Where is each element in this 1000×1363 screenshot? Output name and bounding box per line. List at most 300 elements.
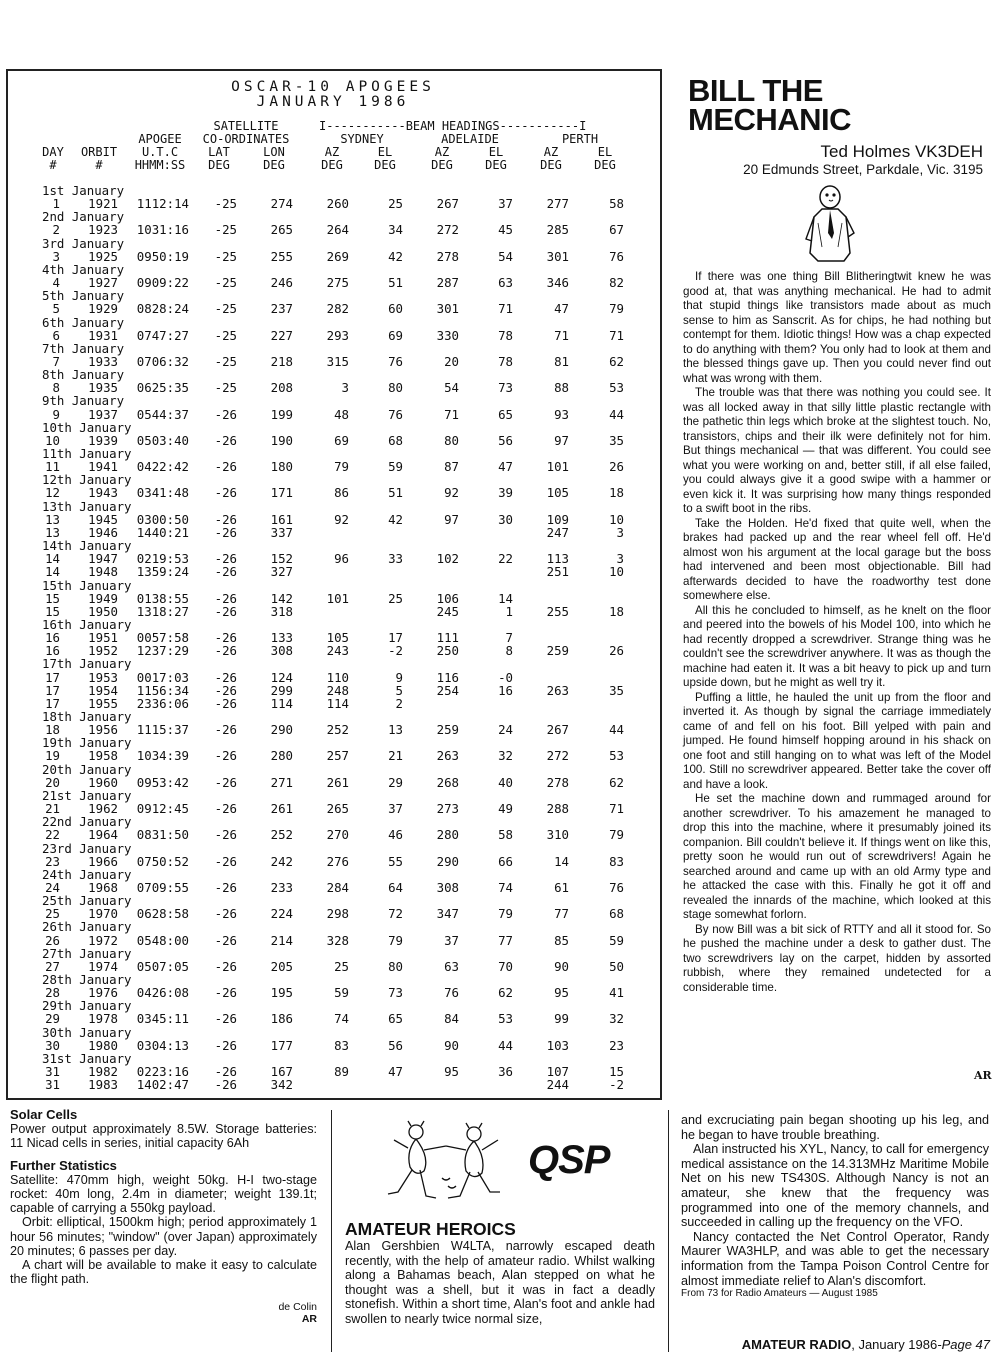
table-cell: 218 — [270, 353, 293, 369]
table-cell: 63 — [498, 275, 513, 291]
table-row — [8, 1064, 658, 1078]
table-cell: 17 — [45, 669, 60, 685]
table-cell: -25 — [214, 222, 237, 238]
table-cell: 1112:14 — [136, 196, 189, 212]
day-heading: 13th January — [42, 498, 132, 514]
table-cell: 102 — [436, 551, 459, 567]
table-cell: 103 — [546, 1037, 569, 1053]
table-cell: 25 — [388, 590, 403, 606]
table-cell: 6 — [52, 327, 60, 343]
table-cell: 116 — [436, 669, 459, 685]
table-row — [8, 1077, 658, 1091]
table-row — [8, 827, 658, 841]
table-cell: 8 — [52, 380, 60, 396]
table-cell: 1115:37 — [136, 722, 189, 738]
article-paragraph: Take the Holden. He'd fixed that quite well, when the brakes had packed up and the rear wheel fell off. He'd almost won his argument at the local garage but the boss had intervened and been most objectionable. Bill had afterwards decided to have the roadworthy test done somewhere else. — [683, 516, 991, 602]
table-row — [8, 722, 658, 736]
article-paragraph: All this he concluded to himself, as he knelt on the floor and peered into the bowels of his Model 100, into which he had recently dropped a screwdriver. Strange thing was he couldn't see the screwdriver anywhere. It was as though the machine had eaten it. It was a bit heavy to pick up and turn upside down, but he might as well try it. — [683, 603, 991, 689]
article-title: BILL THE MECHANIC — [688, 73, 852, 137]
table-cell: 252 — [270, 827, 293, 843]
table-cell: 37 — [444, 932, 459, 948]
table-cell: 0219:53 — [136, 551, 189, 567]
table-cell: 34 — [388, 222, 403, 238]
table-cell: -26 — [214, 1037, 237, 1053]
article-paragraph: The trouble was that there was nothing you could see. It was all locked away in that silly little plastic rectangle with the pathetic thin legs which broke at the slightest touch. No, transistors, chips and their ilk were definitely not for him. But things mechanical — that was different. You could see what you were working on and, better still, if all else failed, you could always give it a good swipe with a hammer or even kick it. It was surprising how many things responded to a swift boot in the ribs. — [683, 386, 991, 515]
table-cell: 1927 — [88, 275, 118, 291]
table-cell: 86 — [334, 485, 349, 501]
table-cell: 109 — [546, 511, 569, 527]
table-cell: 1955 — [88, 695, 118, 711]
table-cell: 56 — [388, 1037, 403, 1053]
table-cell: 73 — [498, 380, 513, 396]
table-row — [8, 485, 658, 499]
table-cell: 39 — [498, 485, 513, 501]
table-cell: 190 — [270, 432, 293, 448]
table-cell: 1031:16 — [136, 222, 189, 238]
table-cell: 16 — [45, 643, 60, 659]
table-cell: 44 — [609, 722, 624, 738]
table-cell: 9 — [52, 406, 60, 422]
table-cell: 1923 — [88, 222, 118, 238]
table-cell: 288 — [546, 801, 569, 817]
table-cell: 51 — [388, 275, 403, 291]
table-cell: 0909:22 — [136, 275, 189, 291]
table-cell: 243 — [326, 643, 349, 659]
table-cell: 49 — [498, 801, 513, 817]
table-row — [8, 222, 658, 236]
day-heading: 6th January — [42, 314, 125, 330]
header-adelaide-el-unit: DEG — [485, 158, 507, 172]
table-cell: 37 — [388, 801, 403, 817]
table-cell: 3 — [616, 551, 624, 567]
table-cell: 0223:16 — [136, 1064, 189, 1080]
table-cell: 45 — [498, 222, 513, 238]
table-row — [8, 301, 658, 315]
table-cell: 14 — [554, 853, 569, 869]
table-cell: 22 — [45, 827, 60, 843]
day-heading: 23rd January — [42, 840, 132, 856]
oscar-apogee-table — [6, 69, 662, 1100]
table-cell: 26 — [609, 459, 624, 475]
table-cell: 214 — [270, 932, 293, 948]
table-cell: -26 — [214, 485, 237, 501]
table-row — [8, 459, 658, 473]
solar-cells-text: Power output approximately 8.5W. Storage batteries: 11 Nicad cells in series, initial capacity 6Ah — [10, 1122, 317, 1151]
table-cell: 50 — [609, 958, 624, 974]
table-cell: 88 — [554, 380, 569, 396]
day-heading: 8th January — [42, 367, 125, 383]
table-cell: 101 — [546, 459, 569, 475]
table-cell: 71 — [498, 301, 513, 317]
table-cell: 152 — [270, 551, 293, 567]
day-heading: 19th January — [42, 735, 132, 751]
table-cell: 92 — [444, 485, 459, 501]
table-cell: 0345:11 — [136, 1011, 189, 1027]
top-bleed-strip — [0, 0, 1000, 18]
source-note: From 73 for Radio Amateurs — August 1985 — [681, 1288, 878, 1300]
table-cell: 1968 — [88, 879, 118, 895]
table-cell: 346 — [546, 275, 569, 291]
table-cell: 245 — [436, 603, 459, 619]
table-cell: -26 — [214, 511, 237, 527]
table-row — [8, 670, 658, 684]
table-cell: -26 — [214, 459, 237, 475]
table-cell: 31 — [45, 1077, 60, 1093]
table-cell: 31 — [45, 1064, 60, 1080]
table-cell: 264 — [326, 222, 349, 238]
table-cell: 72 — [388, 906, 403, 922]
table-cell: 301 — [546, 248, 569, 264]
table-cell: 1935 — [88, 380, 118, 396]
day-heading: 21st January — [42, 787, 132, 803]
table-cell: 1976 — [88, 985, 118, 1001]
table-cell: 1318:27 — [136, 603, 189, 619]
table-cell: -26 — [214, 590, 237, 606]
table-cell: 19 — [45, 748, 60, 764]
table-cell: 11 — [45, 459, 60, 475]
table-cell: 0304:13 — [136, 1037, 189, 1053]
table-row — [8, 630, 658, 644]
day-heading: 1st January — [42, 183, 125, 198]
table-cell: 28 — [45, 985, 60, 1001]
table-cell: 114 — [270, 695, 293, 711]
table-cell: 1237:29 — [136, 643, 189, 659]
table-cell: 2 — [395, 695, 403, 711]
header-sydney-el-unit: DEG — [374, 158, 396, 172]
table-cell: 199 — [270, 406, 293, 422]
table-cell: 80 — [444, 432, 459, 448]
table-cell: 13 — [45, 524, 60, 540]
table-cell: 1954 — [88, 682, 118, 698]
table-cell: 180 — [270, 459, 293, 475]
qsp-logo: QSP — [528, 1138, 610, 1182]
table-cell: 1978 — [88, 1011, 118, 1027]
table-cell: 54 — [444, 380, 459, 396]
table-cell: 244 — [546, 1077, 569, 1093]
table-cell: 268 — [436, 774, 459, 790]
table-cell: -26 — [214, 748, 237, 764]
table-cell: 44 — [609, 406, 624, 422]
table-cell: 58 — [498, 827, 513, 843]
table-cell: 259 — [546, 643, 569, 659]
table-cell: 56 — [498, 432, 513, 448]
table-cell: 233 — [270, 879, 293, 895]
table-cell: 92 — [334, 511, 349, 527]
header-sydney-az: AZ — [324, 145, 340, 159]
table-cell: 263 — [546, 682, 569, 698]
article-paragraph: Puffing a little, he hauled the unit up from the floor and inverted it. As though by signal the carriage immediately came of and fell on his foot. Bill yelped with pain and jumped. He found himself hopping around in his shack on one foot and still hanging on to what was left of the Model 100. Still no screwdriver appeared. Better take the cover off and have a look. — [683, 690, 991, 791]
table-cell: 25 — [45, 906, 60, 922]
table-cell: 287 — [436, 275, 459, 291]
table-cell: 71 — [444, 406, 459, 422]
table-cell: 1402:47 — [136, 1077, 189, 1093]
table-cell: 1 — [52, 196, 60, 212]
table-row — [8, 801, 658, 815]
table-cell: 53 — [609, 380, 624, 396]
table-cell: 10 — [609, 564, 624, 580]
table-cell: 14 — [45, 564, 60, 580]
table-cell: -25 — [214, 196, 237, 212]
table-row — [8, 525, 658, 539]
table-cell: 101 — [326, 590, 349, 606]
table-cell: -26 — [214, 853, 237, 869]
table-cell: 0300:50 — [136, 511, 189, 527]
table-cell: 1939 — [88, 432, 118, 448]
table-cell: 293 — [326, 327, 349, 343]
heroics-paragraph: Alan instructed his XYL, Nancy, to call for emergency medical assistance on the 14.313MHz Maritime Mobile Net on his new TS430S. Although Nancy is not an amateur, she knew that the frequency was programmed into one of the memory channels, and succeeded in calling up the frequency on the VFO. — [681, 1142, 989, 1230]
table-cell: 1933 — [88, 353, 118, 369]
table-row — [8, 748, 658, 762]
table-cell: 186 — [270, 1011, 293, 1027]
article-author: Ted Holmes VK3DEH — [820, 142, 983, 161]
table-cell: 1 — [505, 603, 513, 619]
table-cell: 278 — [546, 774, 569, 790]
table-cell: -25 — [214, 353, 237, 369]
table-cell: 7 — [52, 353, 60, 369]
table-cell: 71 — [554, 327, 569, 343]
table-cell: 95 — [554, 985, 569, 1001]
day-heading: 9th January — [42, 393, 125, 409]
table-row — [8, 328, 658, 342]
table-cell: -26 — [214, 932, 237, 948]
header-adelaide: ADELAIDE — [441, 132, 499, 146]
table-cell: 227 — [270, 327, 293, 343]
table-cell: 10 — [609, 511, 624, 527]
table-cell: 41 — [609, 985, 624, 1001]
table-cell: 1953 — [88, 669, 118, 685]
dancing-figures-illustration — [378, 1120, 523, 1212]
table-cell: 62 — [609, 353, 624, 369]
table-cell: -26 — [214, 801, 237, 817]
table-cell: 25 — [334, 958, 349, 974]
table-cell: 299 — [270, 682, 293, 698]
table-cell: 0747:27 — [136, 327, 189, 343]
table-cell: 124 — [270, 669, 293, 685]
table-cell: 15 — [609, 1064, 624, 1080]
credit-name: de Colin — [278, 1301, 317, 1313]
table-cell: 265 — [326, 801, 349, 817]
table-cell: 0831:50 — [136, 827, 189, 843]
table-cell: 1983 — [88, 1077, 118, 1093]
magazine-name: AMATEUR RADIO — [741, 1337, 852, 1352]
table-cell: 255 — [546, 603, 569, 619]
table-cell: 113 — [546, 551, 569, 567]
table-cell: 83 — [609, 853, 624, 869]
table-cell: 2 — [52, 222, 60, 238]
table-row — [8, 775, 658, 789]
table-cell: 254 — [436, 682, 459, 698]
table-cell: -26 — [214, 669, 237, 685]
table-cell: 1156:34 — [136, 682, 189, 698]
table-cell: 270 — [326, 827, 349, 843]
table-cell: 1931 — [88, 327, 118, 343]
table-cell: 35 — [609, 682, 624, 698]
table-cell: 1966 — [88, 853, 118, 869]
table-cell: 55 — [388, 853, 403, 869]
table-cell: 280 — [436, 827, 459, 843]
table-cell: 1948 — [88, 564, 118, 580]
table-cell: 1359:24 — [136, 564, 189, 580]
table-cell: 107 — [546, 1064, 569, 1080]
table-cell: 36 — [498, 1064, 513, 1080]
table-cell: 263 — [436, 748, 459, 764]
table-cell: 252 — [326, 722, 349, 738]
table-cell: 27 — [45, 958, 60, 974]
table-cell: 275 — [326, 275, 349, 291]
table-cell: 18 — [609, 485, 624, 501]
table-row — [8, 591, 658, 605]
table-cell: 35 — [609, 432, 624, 448]
table-cell: 90 — [554, 958, 569, 974]
table-cell: 195 — [270, 985, 293, 1001]
table-cell: 29 — [45, 1011, 60, 1027]
table-cell: 1980 — [88, 1037, 118, 1053]
table-cell: 17 — [45, 695, 60, 711]
table-cell: 20 — [45, 774, 60, 790]
table-cell: 224 — [270, 906, 293, 922]
header-perth: PERTH — [561, 132, 599, 146]
table-cell: 37 — [498, 196, 513, 212]
table-cell: 14 — [45, 551, 60, 567]
header-day-unit: # — [49, 158, 57, 172]
table-cell: 61 — [554, 879, 569, 895]
table-cell: 66 — [498, 853, 513, 869]
table-cell: 1925 — [88, 248, 118, 264]
table-cell: 251 — [546, 564, 569, 580]
header-coordinates: CO-ORDINATES — [202, 132, 290, 146]
table-cell: 48 — [334, 406, 349, 422]
table-cell: 1960 — [88, 774, 118, 790]
table-cell: 44 — [498, 1037, 513, 1053]
table-cell: 84 — [444, 1011, 459, 1027]
table-cell: 315 — [326, 353, 349, 369]
article-end-mark: AR — [974, 1069, 992, 1082]
column-divider — [331, 1110, 332, 1352]
header-apogee: APOGEE — [138, 132, 182, 146]
table-cell: 2336:06 — [136, 695, 189, 711]
table-cell: 250 — [436, 643, 459, 659]
table-cell: 47 — [554, 301, 569, 317]
table-cell: 1949 — [88, 590, 118, 606]
table-cell: -26 — [214, 958, 237, 974]
table-title: OSCAR-10 APOGEES — [231, 79, 435, 95]
table-cell: 1982 — [88, 1064, 118, 1080]
table-cell: 269 — [326, 248, 349, 264]
table-cell: 318 — [270, 603, 293, 619]
table-cell: 271 — [270, 774, 293, 790]
table-cell: 1951 — [88, 630, 118, 646]
table-cell: 76 — [388, 406, 403, 422]
table-row — [8, 407, 658, 421]
day-heading: 4th January — [42, 261, 125, 277]
table-cell: 0628:58 — [136, 906, 189, 922]
table-cell: -26 — [214, 1077, 237, 1093]
header-sydney-az-unit: DEG — [321, 158, 343, 172]
satellite-specs — [10, 1108, 317, 1286]
table-cell: 97 — [554, 432, 569, 448]
table-cell: -26 — [214, 564, 237, 580]
table-cell: 208 — [270, 380, 293, 396]
table-cell: 30 — [45, 1037, 60, 1053]
table-cell: 167 — [270, 1064, 293, 1080]
table-cell: 79 — [388, 932, 403, 948]
table-cell: 74 — [498, 879, 513, 895]
table-cell: 40 — [498, 774, 513, 790]
day-heading: 26th January — [42, 919, 132, 935]
credit — [272, 1301, 317, 1325]
header-beam-headings: I-----------BEAM HEADINGS-----------I — [319, 119, 587, 133]
day-heading: 12th January — [42, 472, 132, 488]
table-cell: 71 — [609, 327, 624, 343]
table-cell: 24 — [498, 722, 513, 738]
table-cell: 255 — [270, 248, 293, 264]
table-cell: -26 — [214, 643, 237, 659]
table-cell: 99 — [554, 1011, 569, 1027]
table-cell: 267 — [546, 722, 569, 738]
table-cell: -0 — [498, 669, 513, 685]
table-cell: 71 — [609, 801, 624, 817]
table-cell: 277 — [546, 196, 569, 212]
table-cell: 0706:32 — [136, 353, 189, 369]
table-cell: 29 — [388, 774, 403, 790]
table-cell: 105 — [326, 630, 349, 646]
header-lat: LAT — [208, 145, 230, 159]
table-row — [8, 696, 658, 710]
table-cell: 68 — [388, 432, 403, 448]
table-cell: 63 — [444, 958, 459, 974]
table-cell: 272 — [546, 748, 569, 764]
table-cell: 1974 — [88, 958, 118, 974]
header-utc: U.T.C — [141, 145, 179, 159]
table-cell: 77 — [498, 932, 513, 948]
table-cell: 59 — [334, 985, 349, 1001]
heroics-continued — [681, 1113, 989, 1300]
table-cell: 290 — [436, 853, 459, 869]
table-cell: 26 — [45, 932, 60, 948]
table-cell: 171 — [270, 485, 293, 501]
table-cell: 0953:42 — [136, 774, 189, 790]
table-cell: 1962 — [88, 801, 118, 817]
statistics-paragraph: Satellite: 470mm high, weight 50kg. H-I two-stage rocket: 40m long, 2.4m in diameter; weight 139.1t; capable of carrying a 550kg payload. — [10, 1172, 317, 1216]
table-cell: 42 — [388, 511, 403, 527]
table-row — [8, 433, 658, 447]
table-cell: 69 — [334, 432, 349, 448]
day-heading: 22nd January — [42, 814, 132, 830]
table-cell: 47 — [498, 459, 513, 475]
table-cell: 53 — [498, 1011, 513, 1027]
table-cell: 298 — [326, 906, 349, 922]
table-cell: -26 — [214, 985, 237, 1001]
header-orbit-unit: # — [95, 158, 103, 172]
table-cell: 0548:00 — [136, 932, 189, 948]
table-cell: 0017:03 — [136, 669, 189, 685]
table-cell: 0057:58 — [136, 630, 189, 646]
header-lon-unit: DEG — [263, 158, 285, 172]
table-cell: 16 — [498, 682, 513, 698]
heroics-paragraph: and excruciating pain began shooting up his leg, and he began to have trouble breathing. — [681, 1113, 989, 1142]
table-cell: 25 — [388, 196, 403, 212]
table-cell: 53 — [609, 748, 624, 764]
table-cell: 308 — [270, 643, 293, 659]
heroics-heading: AMATEUR HEROICS — [345, 1219, 516, 1239]
table-cell: -26 — [214, 827, 237, 843]
table-cell: 1946 — [88, 524, 118, 540]
table-row — [8, 196, 658, 210]
table-cell: 1958 — [88, 748, 118, 764]
table-cell: 265 — [270, 222, 293, 238]
table-cell: 93 — [554, 406, 569, 422]
table-cell: -26 — [214, 406, 237, 422]
